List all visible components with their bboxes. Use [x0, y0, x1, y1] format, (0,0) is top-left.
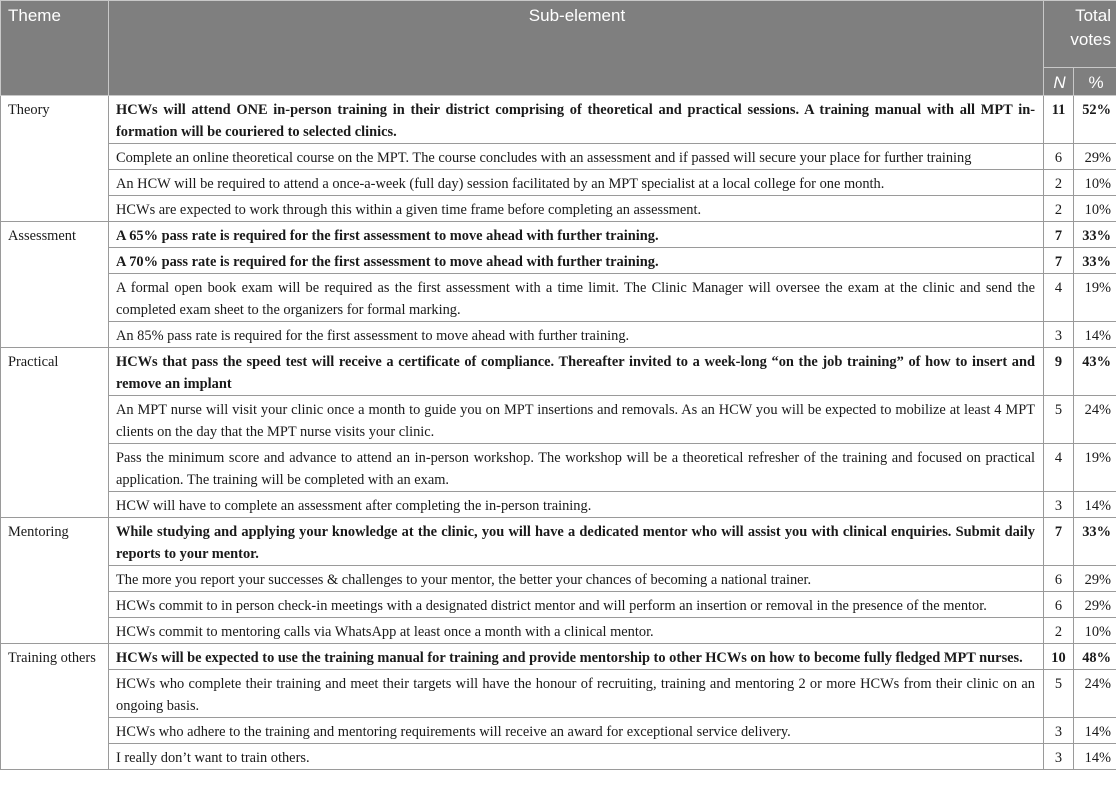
vote-percent-cell: 14%	[1074, 718, 1116, 744]
sub-element-cell: HCWs who complete their training and meet their targets will have the honour of recruiting, training and mentoring 2 or more HCWs from their clinic on an ongoing basis.	[109, 670, 1044, 718]
vote-percent-cell: 43%	[1074, 348, 1116, 396]
vote-count-cell: 7	[1044, 248, 1074, 274]
vote-count-cell: 2	[1044, 196, 1074, 222]
table-body	[1, 96, 1116, 770]
table-row	[1, 744, 1116, 770]
table-row	[1, 248, 1116, 274]
vote-count-cell: 6	[1044, 592, 1074, 618]
theme-cell: Mentoring	[1, 518, 109, 644]
header-theme: Theme	[1, 1, 109, 96]
sub-element-cell: An 85% pass rate is required for the first assessment to move ahead with further training.	[109, 322, 1044, 348]
sub-element-cell: An MPT nurse will visit your clinic once a month to guide you on MPT insertions and removals. As an HCW you will be expected to mobilize at least 4 MPT clients on the day that the MPT nurse visits your clinic.	[109, 396, 1044, 444]
sub-element-cell: While studying and applying your knowledge at the clinic, you will have a dedicated mentor who will assist you with clinical enquiries. Submit daily reports to your mentor.	[109, 518, 1044, 566]
table-row	[1, 492, 1116, 518]
vote-percent-cell: 24%	[1074, 670, 1116, 718]
theme-cell: Assessment	[1, 222, 109, 348]
table-row	[1, 718, 1116, 744]
vote-percent-cell: 48%	[1074, 644, 1116, 670]
vote-percent-cell: 10%	[1074, 618, 1116, 644]
table-row	[1, 396, 1116, 444]
vote-count-cell: 2	[1044, 170, 1074, 196]
vote-percent-cell: 19%	[1074, 274, 1116, 322]
table-row	[1, 144, 1116, 170]
vote-count-cell: 4	[1044, 444, 1074, 492]
vote-count-cell: 10	[1044, 644, 1074, 670]
header-n: N	[1044, 68, 1074, 96]
table-row	[1, 222, 1116, 248]
sub-element-cell: HCWs commit to mentoring calls via WhatsApp at least once a month with a clinical mentor.	[109, 618, 1044, 644]
vote-percent-cell: 29%	[1074, 566, 1116, 592]
table-row	[1, 348, 1116, 396]
vote-percent-cell: 29%	[1074, 592, 1116, 618]
table-row	[1, 670, 1116, 718]
table-row	[1, 618, 1116, 644]
sub-element-cell: A formal open book exam will be required as the first assessment with a time limit. The Clinic Manager will oversee the exam at the clinic and send the completed exam sheet to the organizers for formal marking.	[109, 274, 1044, 322]
sub-element-cell: Complete an online theoretical course on the MPT. The course concludes with an assessment and if passed will secure your place for further training	[109, 144, 1044, 170]
header-total-votes: Total votes	[1044, 1, 1116, 68]
vote-count-cell: 4	[1044, 274, 1074, 322]
vote-percent-cell: 14%	[1074, 744, 1116, 770]
table-row	[1, 644, 1116, 670]
vote-count-cell: 3	[1044, 718, 1074, 744]
table-row	[1, 274, 1116, 322]
vote-count-cell: 7	[1044, 518, 1074, 566]
vote-count-cell: 3	[1044, 492, 1074, 518]
vote-count-cell: 5	[1044, 670, 1074, 718]
vote-count-cell: 6	[1044, 566, 1074, 592]
vote-count-cell: 5	[1044, 396, 1074, 444]
header-sub-element: Sub-element	[109, 1, 1044, 96]
theme-cell: Practical	[1, 348, 109, 518]
sub-element-cell: HCWs commit to in person check-in meetings with a designated district mentor and will perform an insertion or removal in the presence of the mentor.	[109, 592, 1044, 618]
sub-element-cell: I really don’t want to train others.	[109, 744, 1044, 770]
vote-count-cell: 2	[1044, 618, 1074, 644]
vote-percent-cell: 52%	[1074, 96, 1116, 144]
theme-cell: Training others	[1, 644, 109, 770]
vote-percent-cell: 14%	[1074, 322, 1116, 348]
sub-element-cell: HCWs who adhere to the training and mentoring requirements will receive an award for exceptional service delivery.	[109, 718, 1044, 744]
table-row	[1, 96, 1116, 144]
vote-count-cell: 9	[1044, 348, 1074, 396]
sub-element-cell: Pass the minimum score and advance to attend an in-person workshop. The workshop will be a theoretical refresher of the training and focused on practical application. The training will be completed with an exam.	[109, 444, 1044, 492]
sub-element-cell: A 65% pass rate is required for the first assessment to move ahead with further training.	[109, 222, 1044, 248]
sub-element-cell: An HCW will be required to attend a once-a-week (full day) session facilitated by an MPT specialist at a local college for one month.	[109, 170, 1044, 196]
sub-element-cell: A 70% pass rate is required for the first assessment to move ahead with further training.	[109, 248, 1044, 274]
sub-element-cell: The more you report your successes & challenges to your mentor, the better your chances of becoming a national trainer.	[109, 566, 1044, 592]
vote-percent-cell: 33%	[1074, 248, 1116, 274]
vote-percent-cell: 24%	[1074, 396, 1116, 444]
vote-percent-cell: 33%	[1074, 222, 1116, 248]
table-row	[1, 444, 1116, 492]
vote-count-cell: 3	[1044, 322, 1074, 348]
table-row	[1, 196, 1116, 222]
header-pct: %	[1074, 68, 1116, 96]
vote-percent-cell: 33%	[1074, 518, 1116, 566]
vote-count-cell: 11	[1044, 96, 1074, 144]
vote-count-cell: 6	[1044, 144, 1074, 170]
table-row	[1, 322, 1116, 348]
vote-percent-cell: 10%	[1074, 170, 1116, 196]
table-row	[1, 518, 1116, 566]
table-row	[1, 566, 1116, 592]
vote-count-cell: 3	[1044, 744, 1074, 770]
table-row	[1, 592, 1116, 618]
sub-element-cell: HCWs will be expected to use the training manual for training and provide mentorship to other HCWs on how to become fully fledged MPT nurses.	[109, 644, 1044, 670]
vote-percent-cell: 29%	[1074, 144, 1116, 170]
theme-cell: Theory	[1, 96, 109, 222]
sub-element-cell: HCWs are expected to work through this within a given time frame before completing an assessment.	[109, 196, 1044, 222]
sub-element-cell: HCWs that pass the speed test will receive a certificate of compliance. Thereafter invited to a week-long “on the job training” of how to insert and remove an implant	[109, 348, 1044, 396]
table-row	[1, 170, 1116, 196]
vote-count-cell: 7	[1044, 222, 1074, 248]
vote-percent-cell: 10%	[1074, 196, 1116, 222]
sub-element-cell: HCW will have to complete an assessment after completing the in-person training.	[109, 492, 1044, 518]
sub-element-cell: HCWs will attend ONE in-person training in their district comprising of theoretical and practical sessions. A training manual with all MPT in-formation will be couriered to selected clinics.	[109, 96, 1044, 144]
vote-percent-cell: 19%	[1074, 444, 1116, 492]
table-header	[1, 1, 1116, 96]
vote-percent-cell: 14%	[1074, 492, 1116, 518]
